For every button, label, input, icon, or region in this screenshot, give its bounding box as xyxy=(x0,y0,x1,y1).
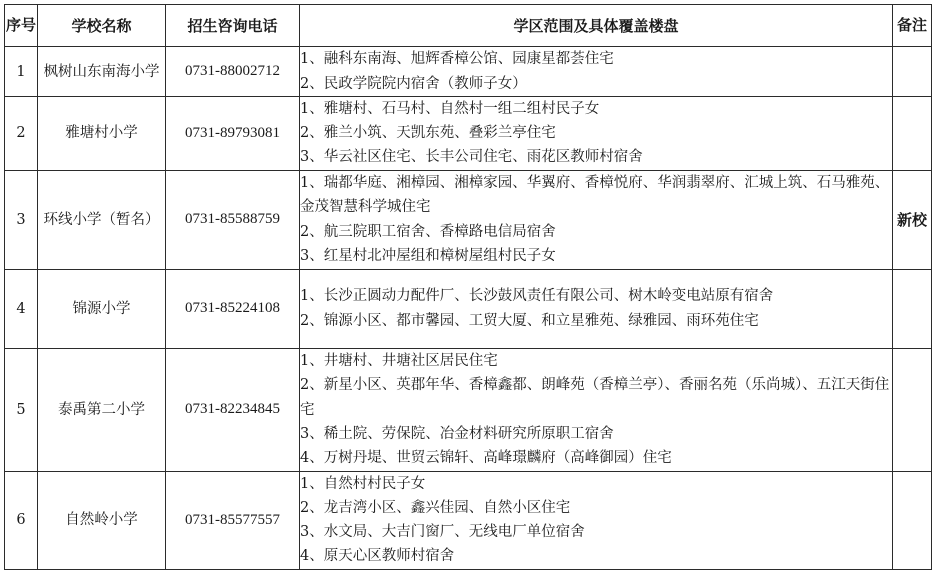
school-name: 枫树山东南海小学 xyxy=(38,47,166,97)
school-name: 锦源小学 xyxy=(38,269,166,348)
table-row xyxy=(5,348,932,471)
district-scope xyxy=(300,348,893,471)
phone-number: 0731-85224108 xyxy=(166,269,300,348)
row-note xyxy=(893,269,932,348)
scope-line: 2、新星小区、英郡年华、香樟鑫都、朗峰苑（香樟兰亭）、香丽名苑（乐尚城）、五江天街住宅 xyxy=(300,377,890,418)
phone-number: 0731-85577557 xyxy=(166,471,300,569)
school-name: 环线小学（暂名） xyxy=(38,170,166,269)
school-name: 自然岭小学 xyxy=(38,471,166,569)
scope-line: 3、红星村北冲屋组和樟树屋组村民子女 xyxy=(300,247,556,264)
district-scope xyxy=(300,170,893,269)
scope-line: 1、雅塘村、石马村、自然村一组二组村民子女 xyxy=(300,101,600,117)
scope-line: 3、华云社区住宅、长丰公司住宅、雨花区教师村宿舍 xyxy=(300,149,643,166)
district-scope xyxy=(300,471,893,569)
scope-line: 2、航三院职工宿舍、香樟路电信局宿舍 xyxy=(300,223,556,240)
school-name: 雅塘村小学 xyxy=(38,97,166,171)
row-note xyxy=(893,97,932,171)
phone-number: 0731-88002712 xyxy=(166,47,300,97)
scope-line: 1、长沙正圆动力配件厂、长沙鼓风责任有限公司、树木岭变电站原有宿舍 xyxy=(300,288,774,305)
scope-line: 2、民政学院院内宿舍（教师子女） xyxy=(300,75,527,92)
row-note xyxy=(893,348,932,471)
header-phone: 招生咨询电话 xyxy=(166,5,300,47)
district-scope xyxy=(300,269,893,348)
row-note xyxy=(893,47,932,97)
scope-line: 4、原天心区教师村宿舍 xyxy=(300,548,455,565)
scope-line: 3、水文局、大吉门窗厂、无线电厂单位宿舍 xyxy=(300,524,585,541)
scope-line: 1、融科东南海、旭辉香樟公馆、园康星都荟住宅 xyxy=(300,51,614,68)
district-scope xyxy=(300,47,893,97)
phone-number: 0731-89793081 xyxy=(166,97,300,171)
scope-line: 2、雅兰小筑、天凯东苑、叠彩兰亭住宅 xyxy=(300,125,556,142)
header-seq: 序号 xyxy=(5,5,38,47)
scope-line: 4、万树丹堤、世贸云锦轩、高峰璟麟府（高峰御园）住宅 xyxy=(300,449,672,466)
scope-line: 1、井塘村、井塘社区居民住宅 xyxy=(300,353,498,370)
phone-number: 0731-85588759 xyxy=(166,170,300,269)
header-school-name: 学校名称 xyxy=(38,5,166,47)
row-seq: 1 xyxy=(5,47,38,97)
row-note xyxy=(893,471,932,569)
table-row xyxy=(5,471,932,569)
school-name: 泰禹第二小学 xyxy=(38,348,166,471)
row-seq: 5 xyxy=(5,348,38,471)
table-row xyxy=(5,170,932,269)
scope-line: 2、锦源小区、都市馨园、工贸大厦、和立星雅苑、绿雅园、雨环苑住宅 xyxy=(300,312,759,329)
header-scope: 学区范围及具体覆盖楼盘 xyxy=(300,5,893,47)
row-seq: 4 xyxy=(5,269,38,348)
table-row xyxy=(5,47,932,97)
school-district-table xyxy=(4,4,932,570)
scope-line: 1、瑞都华庭、湘樟园、湘樟家园、华翼府、香樟悦府、华润翡翠府、汇城上筑、石马雅苑、金茂智慧科学城住宅 xyxy=(300,175,890,216)
district-scope xyxy=(300,97,893,171)
scope-line: 3、稀土院、劳保院、冶金材料研究所原职工宿舍 xyxy=(300,425,614,442)
phone-number: 0731-82234845 xyxy=(166,348,300,471)
header-note: 备注 xyxy=(893,5,932,47)
header-row xyxy=(5,5,932,47)
row-seq: 2 xyxy=(5,97,38,171)
row-seq: 3 xyxy=(5,170,38,269)
scope-line: 1、自然村村民子女 xyxy=(300,475,426,492)
scope-line: 2、龙吉湾小区、鑫兴佳园、自然小区住宅 xyxy=(300,499,571,516)
table-row xyxy=(5,269,932,348)
row-seq: 6 xyxy=(5,471,38,569)
row-note: 新校 xyxy=(893,170,932,269)
table-row xyxy=(5,97,932,171)
